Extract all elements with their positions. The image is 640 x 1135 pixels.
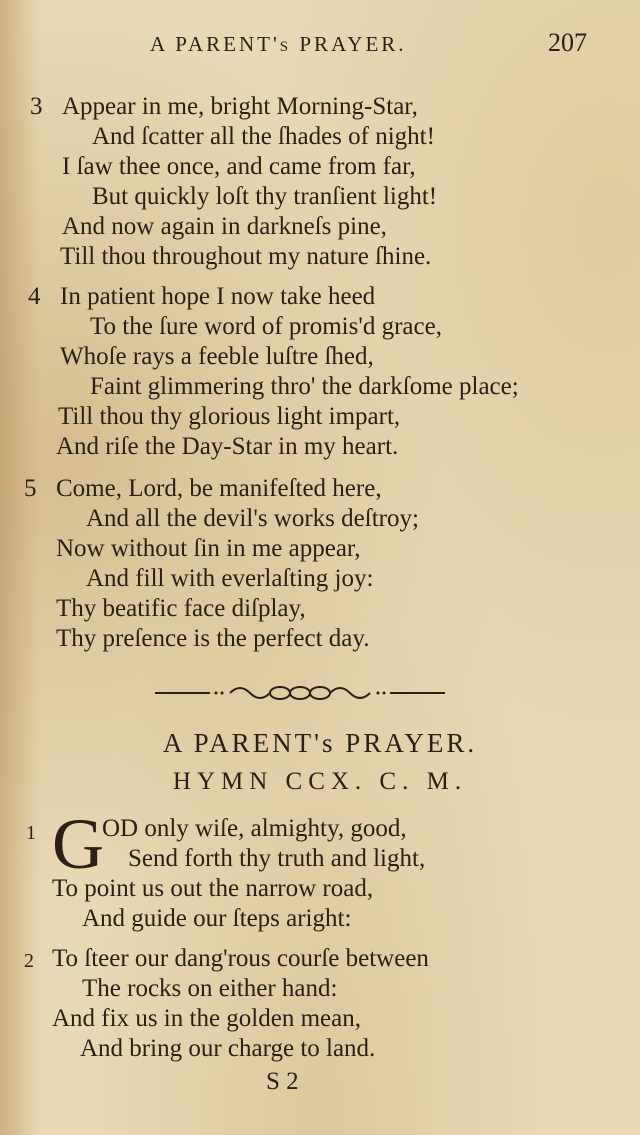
verse-line: To point us out the narrow road, bbox=[52, 875, 374, 902]
verse-line: And all the devil's works deſtroy; bbox=[86, 505, 419, 532]
verse-line: And riſe the Day-Star in my heart. bbox=[56, 433, 399, 460]
verse-line: And fill with everlaſting joy: bbox=[86, 565, 374, 592]
verse-line: Come, Lord, be manifeſted here, bbox=[56, 475, 382, 502]
verse-line: The rocks on either hand: bbox=[82, 975, 338, 1002]
verse-line: Till thou throughout my nature ſhine. bbox=[60, 243, 432, 270]
verse-line: OD only wiſe, almighty, good, bbox=[102, 815, 407, 842]
verse-line: And ſcatter all the ſhades of night! bbox=[92, 123, 435, 150]
stanza-number: 1 bbox=[26, 822, 36, 844]
verse-line: To the ſure word of promis'd grace, bbox=[90, 313, 442, 340]
running-head: A PARENT's PRAYER. bbox=[150, 32, 407, 56]
verse-line: In patient hope I now take heed bbox=[60, 283, 376, 310]
signature-mark: S 2 bbox=[266, 1068, 299, 1095]
drop-cap: G bbox=[52, 804, 104, 884]
verse-line: And bring our charge to land. bbox=[80, 1035, 376, 1062]
verse-line: Thy preſence is the perfect day. bbox=[56, 625, 370, 652]
stanza-number: 4 bbox=[28, 283, 41, 310]
stanza-number: 3 bbox=[30, 93, 43, 120]
verse-line: And now again in darkneſs pine, bbox=[62, 213, 387, 240]
stanza-number: 5 bbox=[24, 475, 37, 502]
verse-line: Faint glimmering thro' the darkſome place; bbox=[90, 373, 519, 400]
verse-line: I ſaw thee once, and came from far, bbox=[62, 153, 416, 180]
verse-line: Appear in me, bright Morning-Star, bbox=[62, 93, 418, 120]
verse-line: And fix us in the golden mean, bbox=[52, 1005, 361, 1032]
hymn-title: A PARENT's PRAYER. bbox=[162, 728, 478, 758]
verse-line: Whoſe rays a feeble luſtre ſhed, bbox=[60, 343, 374, 370]
page-number: 207 bbox=[548, 28, 587, 57]
verse-line: And guide our ſteps aright: bbox=[82, 905, 352, 932]
verse-line: Send forth thy truth and light, bbox=[128, 845, 426, 872]
verse-line: But quickly loſt thy tranſient light! bbox=[92, 183, 438, 210]
stanza-number: 2 bbox=[24, 950, 34, 972]
ornament-divider bbox=[150, 678, 450, 708]
verse-line: To ſteer our dang'rous courſe between bbox=[52, 945, 429, 972]
verse-line: Thy beatific face diſplay, bbox=[56, 595, 306, 622]
verse-line: Now without ſin in me appear, bbox=[56, 535, 361, 562]
hymn-number: HYMN CCX. C. M. bbox=[172, 768, 468, 795]
verse-line: Till thou thy glorious light impart, bbox=[58, 403, 401, 430]
